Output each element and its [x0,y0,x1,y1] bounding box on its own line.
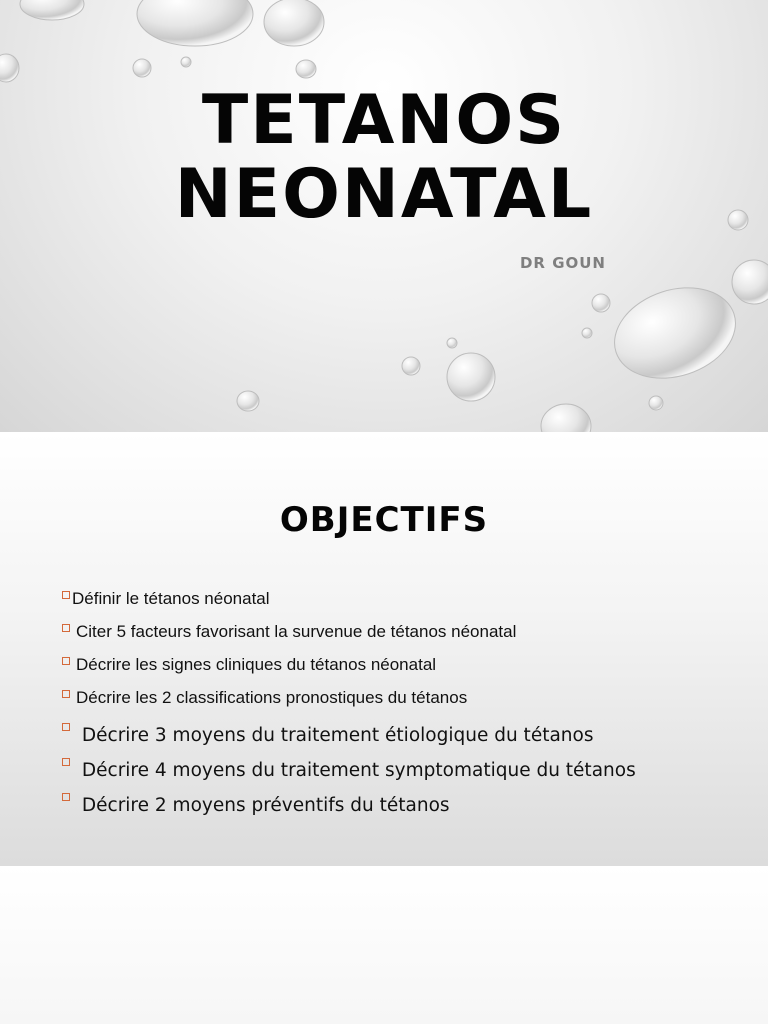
title-slide [0,0,768,432]
water-drop [541,404,591,432]
square-bullet-icon [62,657,70,665]
water-drop [447,338,457,348]
list-item [62,588,682,610]
water-drop [649,396,663,410]
author-subtitle: DR GOUN [519,254,606,272]
objective-text: Décrire 3 moyens du traitement étiologique du tétanos [81,725,594,747]
list-item [62,621,682,643]
list-item [62,720,682,749]
list-item [62,687,682,709]
square-bullet-icon [62,723,70,731]
slide-title [0,81,768,234]
list-item [62,654,682,676]
water-drop [732,260,768,304]
objective-text: Citer 5 facteurs favorisant la survenue de tétanos néonatal [76,622,517,641]
list-item [62,755,682,784]
objective-text: Décrire 4 moyens du traitement symptomatique du tétanos [81,760,636,782]
square-bullet-icon [62,758,70,766]
water-drop [137,0,253,46]
title-line-1: TETANOS [201,81,567,160]
water-drop [264,0,324,46]
water-drop [0,54,19,82]
square-bullet-icon [62,624,70,632]
objective-text: Définir le tétanos néonatal [72,589,270,608]
water-drop [603,273,748,393]
objective-text: Décrire 2 moyens préventifs du tétanos [81,795,450,817]
objectives-list [62,588,682,826]
title-line-2: NEONATAL [174,155,594,234]
square-bullet-icon [62,591,70,599]
water-drop [447,353,495,401]
objectives-slide [0,432,768,866]
water-drop [20,0,84,20]
square-bullet-icon [62,690,70,698]
water-drop [181,57,191,67]
water-drop [402,357,420,375]
objective-text: Décrire les signes cliniques du tétanos néonatal [76,655,437,674]
objectives-heading: OBJECTIFS [279,500,489,540]
square-bullet-icon [62,793,70,801]
water-drop [582,328,592,338]
water-drop [133,59,151,77]
objective-text: Décrire les 2 classifications pronostiques du tétanos [76,688,468,707]
water-drop [296,60,316,78]
water-drop [592,294,610,312]
next-slide-blank [0,866,768,1024]
water-drop [237,391,259,411]
list-item [62,790,682,819]
